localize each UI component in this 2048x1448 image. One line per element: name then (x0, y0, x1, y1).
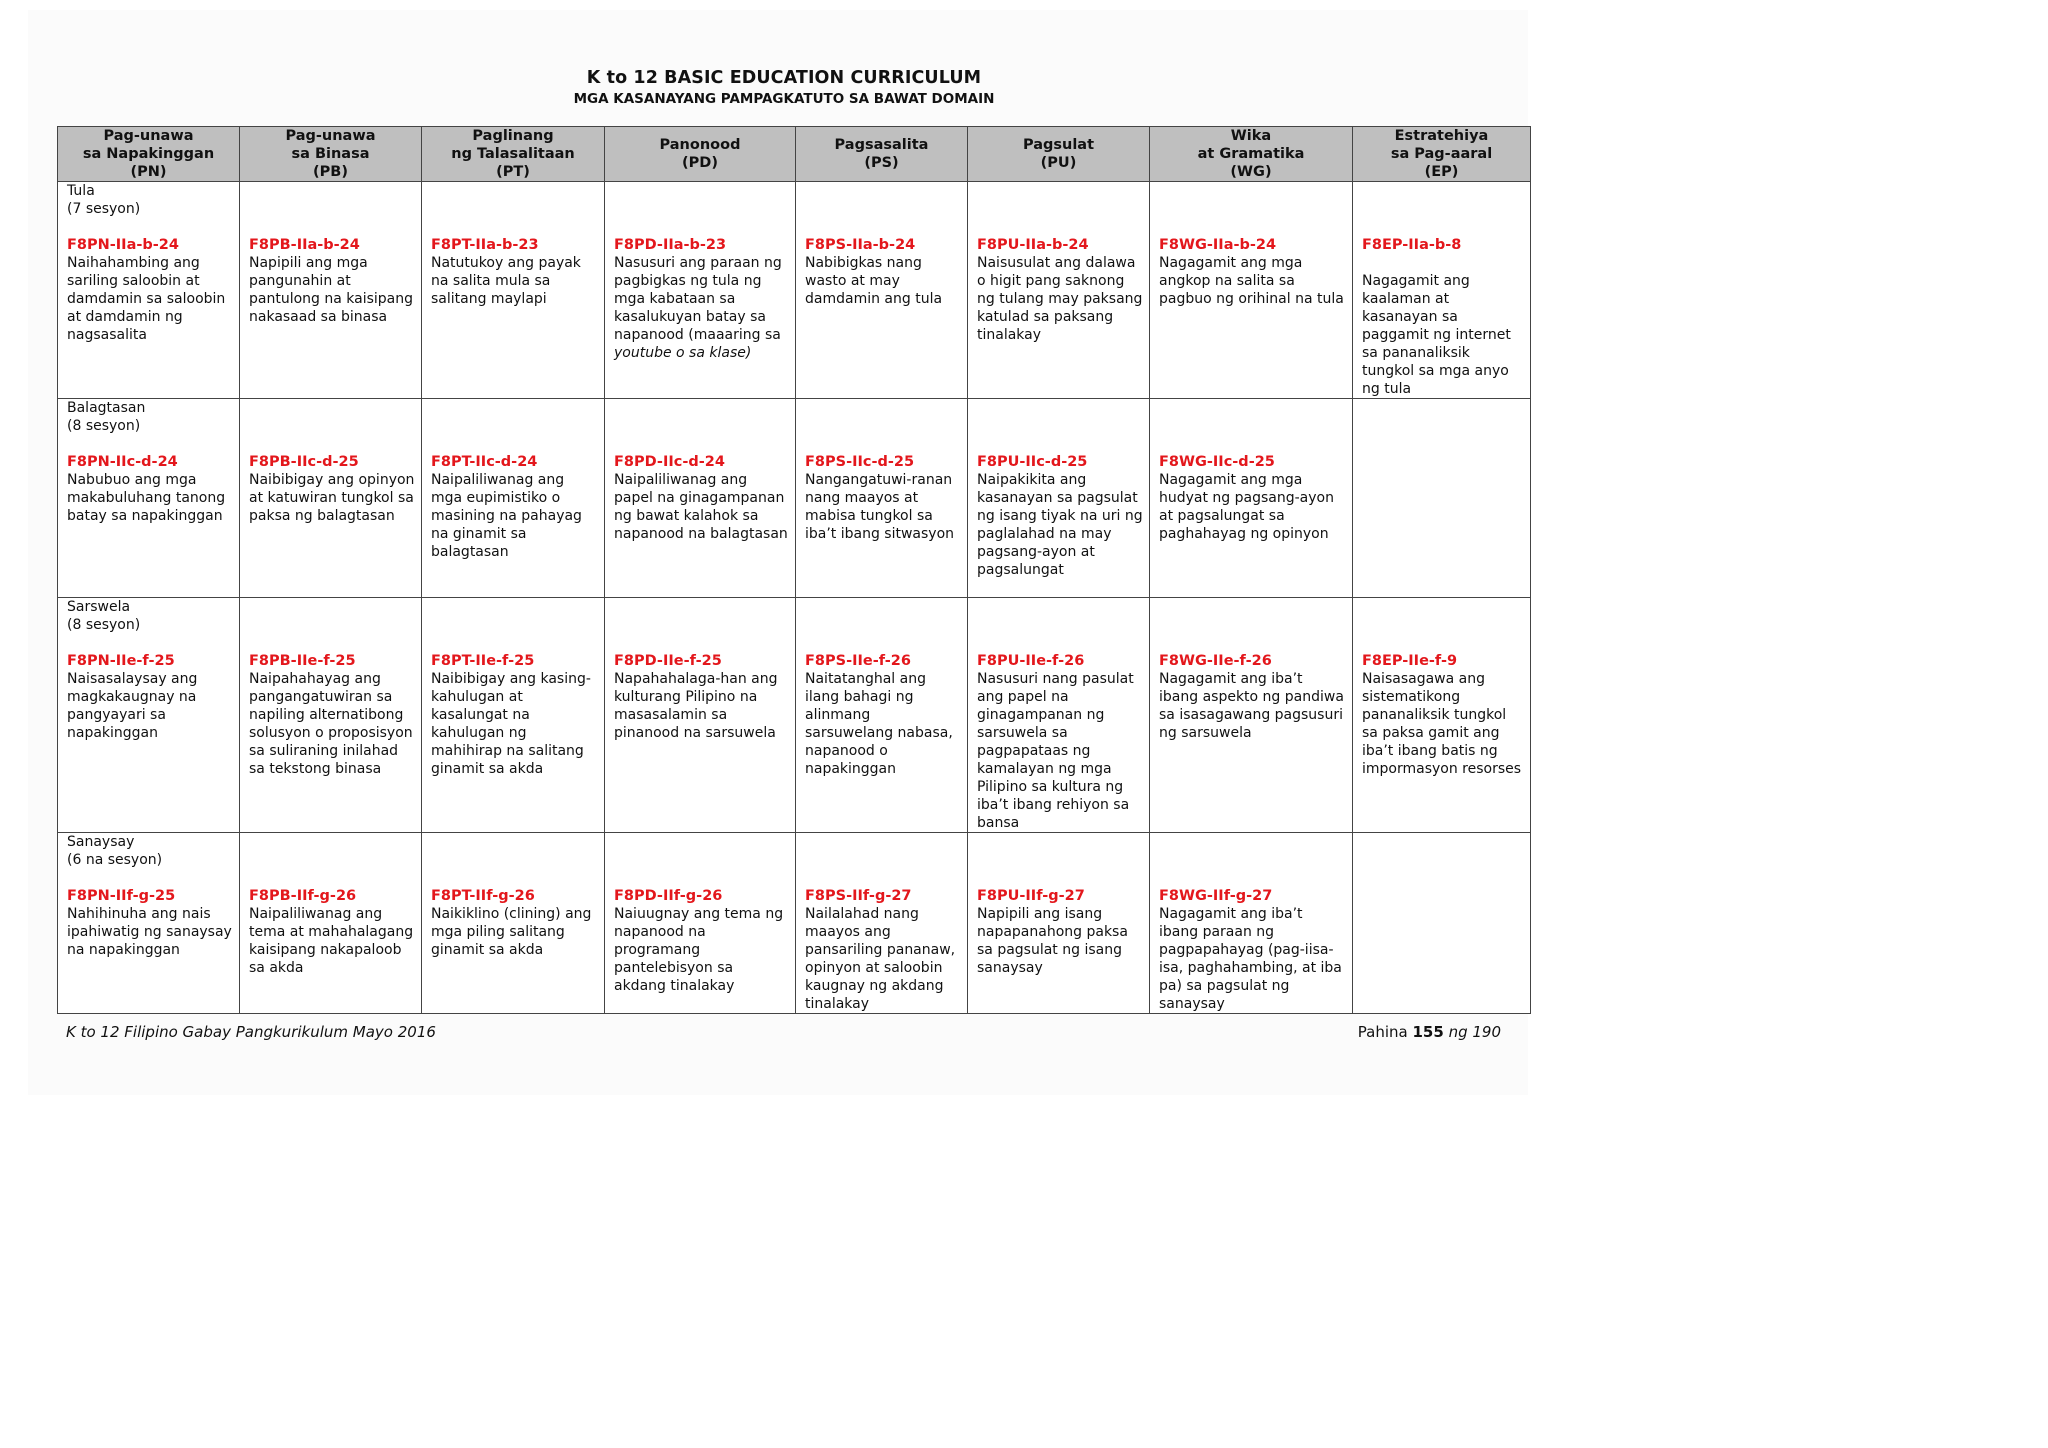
competency-code: F8EP-IIe-f-9 (1362, 653, 1458, 669)
column-header-pd (605, 127, 796, 182)
document-subtitle: MGA KASANAYANG PAMPAGKATUTO SA BAWAT DOMAIN (573, 91, 995, 107)
competency-description: Naisasalaysay ang magkakaugnay na pangyayari sa napakinggan (67, 671, 198, 741)
competency-description: Naiuugnay ang tema ng napanood na programang pantelebisyon sa akdang tinalakay (614, 906, 784, 994)
competency-code: F8PT-IIe-f-25 (431, 653, 535, 669)
competency-code: F8PT-IIa-b-23 (431, 237, 539, 253)
competency-description: Naipaliliwanag ang tema at mahahalagang kaisipang nakapaloob sa akda (249, 906, 414, 976)
competency-code: F8WG-IIc-d-25 (1159, 454, 1275, 470)
header-line: sa Pag-aaral (1390, 146, 1493, 162)
table-cell (422, 182, 605, 399)
table-cell-empty (1353, 399, 1531, 598)
column-header-ep (1353, 127, 1531, 182)
topic-title: Tula (67, 183, 95, 199)
document-header (0, 68, 1568, 107)
table-cell (605, 399, 796, 598)
column-header-wg (1150, 127, 1353, 182)
curriculum-table (57, 126, 1531, 1014)
column-header-pu (968, 127, 1150, 182)
competency-code: F8PD-IIa-b-23 (614, 237, 727, 253)
competency-code: F8PU-IIc-d-25 (977, 454, 1088, 470)
competency-code: F8PU-IIa-b-24 (977, 237, 1089, 253)
competency-description: Naipaliliwanag ang papel na ginagampanan ng bawat kalahok sa napanood na balagtasan (614, 472, 788, 542)
competency-description: Naitatanghal ang ilang bahagi ng alinmang sarsuwelang nabasa, napanood o napakinggan (805, 671, 953, 777)
topic-sessions: (6 na sesyon) (67, 852, 163, 868)
table-cell (1150, 598, 1353, 833)
topic-sessions: (8 sesyon) (67, 418, 141, 434)
competency-description: Napipili ang isang napapanahong paksa sa pagsulat ng isang sanaysay (977, 906, 1128, 976)
competency-code: F8PD-IIf-g-26 (614, 888, 723, 904)
header-line: ng Talasalitaan (451, 146, 575, 162)
header-line: Estratehiya (1394, 128, 1489, 144)
table-cell (58, 598, 240, 833)
competency-description: Nailalahad nang maayos ang pansariling pananaw, opinyon at saloobin kaugnay ng akdang tinalakay (805, 906, 956, 1012)
topic-title: Sarswela (67, 599, 131, 615)
competency-code: F8PT-IIc-d-24 (431, 454, 538, 470)
competency-description: Napipili ang mga pangunahin at pantulong na kaisipang nakasaad sa binasa (249, 255, 414, 325)
competency-code: F8PD-IIc-d-24 (614, 454, 725, 470)
competency-description: Nangangatuwi-ranan nang maayos at mabisa tungkol sa iba’t ibang sitwasyon (805, 472, 955, 542)
table-cell (1150, 182, 1353, 399)
competency-description: Naikiklino (clining) ang mga piling salitang ginamit sa akda (431, 906, 592, 958)
header-line: Paglinang (472, 128, 554, 144)
table-cell (240, 598, 422, 833)
competency-description: Nagagamit ang mga angkop na salita sa pagbuo ng orihinal na tula (1159, 255, 1344, 307)
table-cell (422, 598, 605, 833)
topic-title: Balagtasan (67, 400, 146, 416)
header-code: (EP) (1424, 164, 1459, 180)
competency-description: Nabibigkas nang wasto at may damdamin ang tula (805, 255, 943, 307)
topic-sessions: (7 sesyon) (67, 201, 141, 217)
header-code: (WG) (1230, 164, 1272, 180)
header-code: (PT) (496, 164, 530, 180)
competency-description (614, 254, 789, 362)
competency-description: Naipaliliwanag ang mga eupimistiko o masining na pahayag na ginamit sa balagtasan (431, 472, 582, 560)
competency-code: F8PU-IIe-f-26 (977, 653, 1085, 669)
competency-description: Natutukoy ang payak na salita mula sa salitang maylapi (431, 255, 581, 307)
description-text: Nasusuri ang paraan ng pagbigkas ng tula ng mga kabataan sa kasalukuyan batay sa napanood (maaaring sa (614, 255, 782, 343)
column-header-ps (796, 127, 968, 182)
header-line: Pagsulat (1022, 137, 1095, 153)
competency-description: Nagagamit ang mga hudyat ng pagsang-ayon at pagsalungat sa paghahayag ng opinyon (1159, 472, 1334, 542)
competency-description: Nagagamit ang iba’t ibang paraan ng pagpapahayag (pag-iisa-isa, paghahambing, at iba pa) sa pagsulat ng sanaysay (1159, 906, 1342, 1012)
table-cell (240, 833, 422, 1014)
competency-description: Naibibigay ang kasing-kahulugan at kasalungat na kahulugan ng mahihirap na salitang ginamit sa akda (431, 671, 591, 777)
competency-code: F8WG-IIa-b-24 (1159, 237, 1277, 253)
table-row-tula (58, 182, 1531, 399)
column-header-pt (422, 127, 605, 182)
competency-code: F8PS-IIe-f-26 (805, 653, 911, 669)
page-number: 155 (1412, 1023, 1444, 1041)
competency-code: F8PB-IIe-f-25 (249, 653, 356, 669)
topic-sessions: (8 sesyon) (67, 617, 141, 633)
competency-code: F8PN-IIa-b-24 (67, 237, 179, 253)
header-line: sa Napakinggan (82, 146, 215, 162)
table-cell (240, 182, 422, 399)
column-header-pb (240, 127, 422, 182)
competency-description: Naihahambing ang sariling saloobin at damdamin sa saloobin at damdamin ng nagsasalita (67, 255, 226, 343)
competency-code: F8PB-IIa-b-24 (249, 237, 360, 253)
table-cell (1353, 182, 1531, 399)
competency-description: Naisasagawa ang sistematikong pananaliksik tungkol sa paksa gamit ang iba’t ibang batis ng impormasyon resorses (1362, 671, 1522, 777)
header-line: Wika (1230, 128, 1272, 144)
competency-code: F8WG-IIf-g-27 (1159, 888, 1273, 904)
competency-description: Nasusuri nang pasulat ang papel na ginagampanan ng sarsuwela sa pagpapataas ng kamalayan ng mga Pilipino sa kultura ng iba’t ibang rehiyon sa bansa (977, 671, 1134, 831)
header-line: Pag-unawa (103, 128, 194, 144)
table-row-sanaysay (58, 833, 1531, 1014)
table-header-row (58, 127, 1531, 182)
topic-title: Sanaysay (67, 834, 135, 850)
competency-code: F8PB-IIf-g-26 (249, 888, 357, 904)
column-header-pn (58, 127, 240, 182)
competency-code: F8EP-IIa-b-8 (1362, 237, 1462, 253)
competency-description: Nahihinuha ang nais ipahiwatig ng sanaysay na napakinggan (67, 906, 232, 958)
competency-code: F8WG-IIe-f-26 (1159, 653, 1272, 669)
document-title: K to 12 BASIC EDUCATION CURRICULUM (586, 68, 982, 88)
competency-code: F8PN-IIe-f-25 (67, 653, 175, 669)
table-cell (796, 182, 968, 399)
competency-code: F8PS-IIc-d-25 (805, 454, 915, 470)
table-cell (422, 833, 605, 1014)
table-cell (58, 833, 240, 1014)
table-cell (1353, 598, 1531, 833)
header-code: (PN) (130, 164, 167, 180)
competency-code: F8PU-IIf-g-27 (977, 888, 1085, 904)
table-cell (968, 182, 1150, 399)
header-line: at Gramatika (1197, 146, 1305, 162)
header-code: (PD) (682, 155, 718, 171)
description-italic-text: youtube o sa klase) (614, 345, 752, 361)
competency-description: Nagagamit ang kaalaman at kasanayan sa paggamit ng internet sa pananaliksik tungkol sa mga anyo ng tula (1362, 273, 1511, 397)
table-cell (240, 399, 422, 598)
competency-description: Naisusulat ang dalawa o higit pang saknong ng tulang may paksang katulad sa paksang tinalakay (977, 255, 1143, 343)
competency-description: Naibibigay ang opinyon at katuwiran tungkol sa paksa ng balagtasan (249, 472, 415, 524)
competency-description: Nagagamit ang iba’t ibang aspekto ng pandiwa sa isasagawang pagsusuri ng sarsuwela (1159, 671, 1344, 741)
table-cell (422, 399, 605, 598)
competency-description: Napahahalaga-han ang kulturang Pilipino na masasalamin sa pinanood na sarsuwela (614, 671, 778, 741)
competency-code: F8PD-IIe-f-25 (614, 653, 722, 669)
table-row-sarswela (58, 598, 1531, 833)
table-cell-empty (1353, 833, 1531, 1014)
table-cell (58, 182, 240, 399)
table-cell (968, 598, 1150, 833)
table-cell (796, 399, 968, 598)
header-line: sa Binasa (291, 146, 370, 162)
table-cell (1150, 833, 1353, 1014)
header-code: (PU) (1040, 155, 1077, 171)
page-total: ng 190 (1448, 1023, 1501, 1041)
header-line: Pag-unawa (285, 128, 376, 144)
header-line: Pagsasalita (834, 137, 929, 153)
competency-code: F8PB-IIc-d-25 (249, 454, 359, 470)
footer-document-title: K to 12 Filipino Gabay Pangkurikulum Mayo 2016 (66, 1023, 436, 1041)
table-cell (968, 399, 1150, 598)
competency-code: F8PS-IIf-g-27 (805, 888, 912, 904)
competency-description: Naipakikita ang kasanayan sa pagsulat ng isang tiyak na uri ng paglalahad na may pagsang-ayon at pagsalungat (977, 472, 1143, 578)
table-cell (1150, 399, 1353, 598)
table-cell (796, 598, 968, 833)
competency-code: F8PT-IIf-g-26 (431, 888, 535, 904)
table-row-balagtasan (58, 399, 1531, 598)
competency-description: Nabubuo ang mga makabuluhang tanong batay sa napakinggan (67, 472, 226, 524)
competency-description: Naipahahayag ang pangangatuwiran sa napiling alternatibong solusyon o proposisyon sa suliraning inilahad sa tekstong binasa (249, 671, 413, 777)
table-cell (58, 399, 240, 598)
competency-code: F8PN-IIc-d-24 (67, 454, 178, 470)
page-label: Pahina (1357, 1023, 1408, 1041)
table-cell (605, 182, 796, 399)
header-line: Panonood (659, 137, 741, 153)
table-cell (968, 833, 1150, 1014)
header-code: (PS) (864, 155, 899, 171)
footer-page-number (1358, 1023, 1501, 1041)
table-cell (605, 598, 796, 833)
header-code: (PB) (313, 164, 348, 180)
table-cell (605, 833, 796, 1014)
competency-code: F8PN-IIf-g-25 (67, 888, 176, 904)
competency-code: F8PS-IIa-b-24 (805, 237, 916, 253)
table-cell (796, 833, 968, 1014)
